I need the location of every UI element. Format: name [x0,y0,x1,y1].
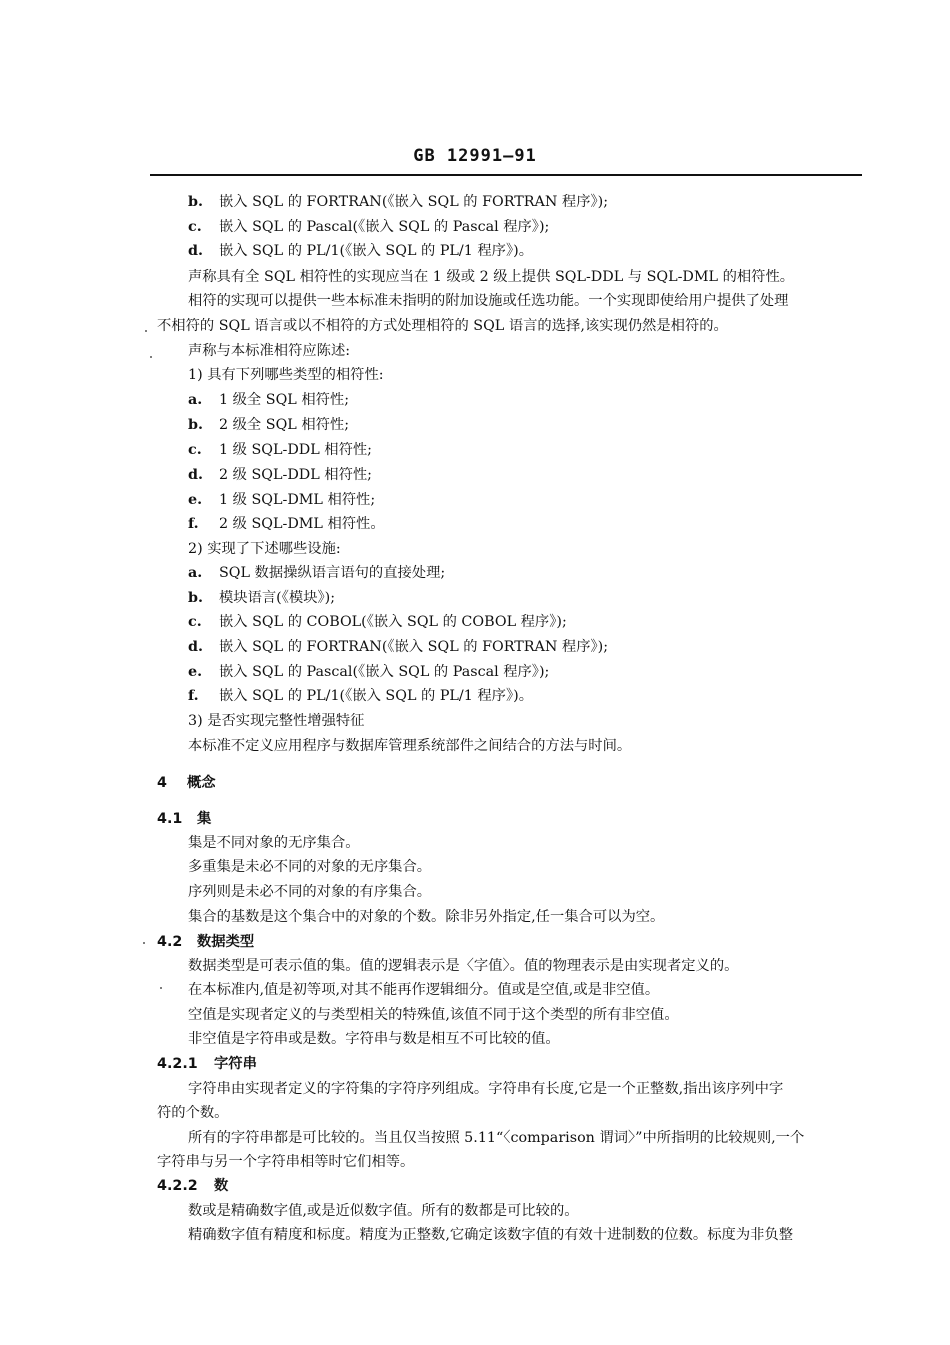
list-label: c. [188,614,202,630]
section-heading-4-2 [157,933,254,951]
list-item [188,687,533,705]
list-item [188,242,533,260]
list-label: b. [188,590,203,606]
header-rule [150,174,862,176]
list-text: 嵌入 SQL 的 FORTRAN(《嵌入 SQL 的 FORTRAN 程序》); [219,639,609,655]
body-line: 多重集是未必不同的对象的无序集合。 [188,859,432,875]
list-text: 1 级全 SQL 相符性; [219,392,350,408]
list-label: b. [188,194,203,210]
list-text: 嵌入 SQL 的 PL/1(《嵌入 SQL 的 PL/1 程序》)。 [219,688,534,704]
list-item [188,663,549,681]
body-line: 数或是精确数字值,或是近似数字值。所有的数都是可比较的。 [188,1203,579,1219]
list-text: 1 级 SQL-DDL 相符性; [219,442,372,458]
list-label: d. [188,639,203,655]
body-line: 集是不同对象的无序集合。 [188,835,360,851]
section-title: 字符串 [214,1056,257,1072]
list-text: 2 级 SQL-DDL 相符性; [219,467,372,483]
list-label: d. [188,243,203,259]
list-label: a. [188,565,203,581]
list-label: d. [188,467,203,483]
body-line: 所有的字符串都是可比较的。当且仅当按照 5.11“〈comparison 谓词〉”中所指明的比较规则,一个 [188,1130,805,1146]
section-heading-4-1 [157,810,211,828]
list-item [188,441,372,459]
paragraph-extra-line2: 不相符的 SQL 语言或以不相符的方式处理相符的 SQL 语言的选择,该实现仍然是相符的。 [157,318,728,334]
paragraph-extra-line1: 相符的实现可以提供一些本标准未指明的附加设施或任选功能。一个实现即使给用户提供了处理 [188,293,789,309]
list-text: SQL 数据操纵语言语句的直接处理; [219,565,446,581]
body-line: 在本标准内,值是初等项,对其不能再作逻辑细分。值或是空值,或是非空值。 [188,982,660,998]
list-item [188,564,445,582]
list-item [188,193,608,211]
list-text: 嵌入 SQL 的 COBOL(《嵌入 SQL 的 COBOL 程序》); [219,614,567,630]
body-line: 符的个数。 [157,1105,229,1121]
list-item [188,491,375,509]
list-text: 2 级全 SQL 相符性; [219,417,350,433]
section-number: 4.1 [157,811,183,827]
section-title: 数据类型 [197,934,255,950]
list-label: f. [188,688,199,704]
list-item [188,466,372,484]
list-label: c. [188,442,202,458]
section-heading-4-2-2 [157,1177,228,1195]
list-label: e. [188,664,203,680]
scan-speck [160,987,162,989]
list-text: 嵌入 SQL 的 Pascal(《嵌入 SQL 的 Pascal 程序》); [219,664,550,680]
section-number: 4 [157,775,167,791]
list-text: 嵌入 SQL 的 PL/1(《嵌入 SQL 的 PL/1 程序》)。 [219,243,534,259]
body-line: 字符串与另一个字符串相等时它们相等。 [157,1154,415,1170]
body-line: 数据类型是可表示值的集。值的逻辑表示是〈字值〉。值的物理表示是由实现者定义的。 [188,958,739,974]
standard-code-header: GB 12991—91 [413,146,537,166]
paragraph-binding: 本标准不定义应用程序与数据库管理系统部件之间结合的方法与时间。 [188,738,632,754]
list-text: 模块语言(《模块》); [219,590,336,606]
section-title: 集 [197,811,212,827]
body-line: 集合的基数是这个集合中的对象的个数。除非另外指定,任一集合可以为空。 [188,909,665,925]
item1-heading: 1) 具有下列哪些类型的相符性: [188,367,384,383]
item2-heading: 2) 实现了下述哪些设施: [188,541,341,557]
list-text: 2 级 SQL-DML 相符性。 [219,516,385,532]
body-line: 空值是实现者定义的与类型相关的特殊值,该值不同于这个类型的所有非空值。 [188,1007,679,1023]
list-item [188,613,567,631]
section-heading-4 [157,774,216,792]
list-label: b. [188,417,203,433]
scan-speck [145,330,147,332]
body-line: 序列则是未必不同的对象的有序集合。 [188,884,432,900]
list-item [188,589,335,607]
section-number: 4.2 [157,934,183,950]
list-item [188,515,385,533]
section-number: 4.2.1 [157,1056,198,1072]
list-item [188,416,349,434]
section-title: 概念 [187,775,216,791]
paragraph-full-sql: 声称具有全 SQL 相符性的实现应当在 1 级或 2 级上提供 SQL-DDL 与 SQL-DML 的相符性。 [188,269,795,285]
list-item [188,638,608,656]
list-text: 嵌入 SQL 的 FORTRAN(《嵌入 SQL 的 FORTRAN 程序》); [219,194,609,210]
section-heading-4-2-1 [157,1055,257,1073]
list-label: a. [188,392,203,408]
list-label: f. [188,516,199,532]
body-line: 非空值是字符串或是数。字符串与数是相互不可比较的值。 [188,1031,560,1047]
scan-speck [150,356,152,358]
list-item [188,391,349,409]
list-label: c. [188,219,202,235]
section-title: 数 [214,1178,229,1194]
section-number: 4.2.2 [157,1178,198,1194]
list-label: e. [188,492,203,508]
paragraph-claim: 声称与本标准相符应陈述: [188,343,351,359]
item3-heading: 3) 是否实现完整性增强特征 [188,713,365,729]
list-text: 嵌入 SQL 的 Pascal(《嵌入 SQL 的 Pascal 程序》); [219,219,550,235]
scan-speck [143,942,145,944]
body-line: 精确数字值有精度和标度。精度为正整数,它确定该数字值的有效十进制数的位数。标度为非负整 [188,1227,794,1243]
body-line: 字符串由实现者定义的字符集的字符序列组成。字符串有长度,它是一个正整数,指出该序列中字 [188,1081,784,1097]
list-text: 1 级 SQL-DML 相符性; [219,492,376,508]
list-item [188,218,549,236]
